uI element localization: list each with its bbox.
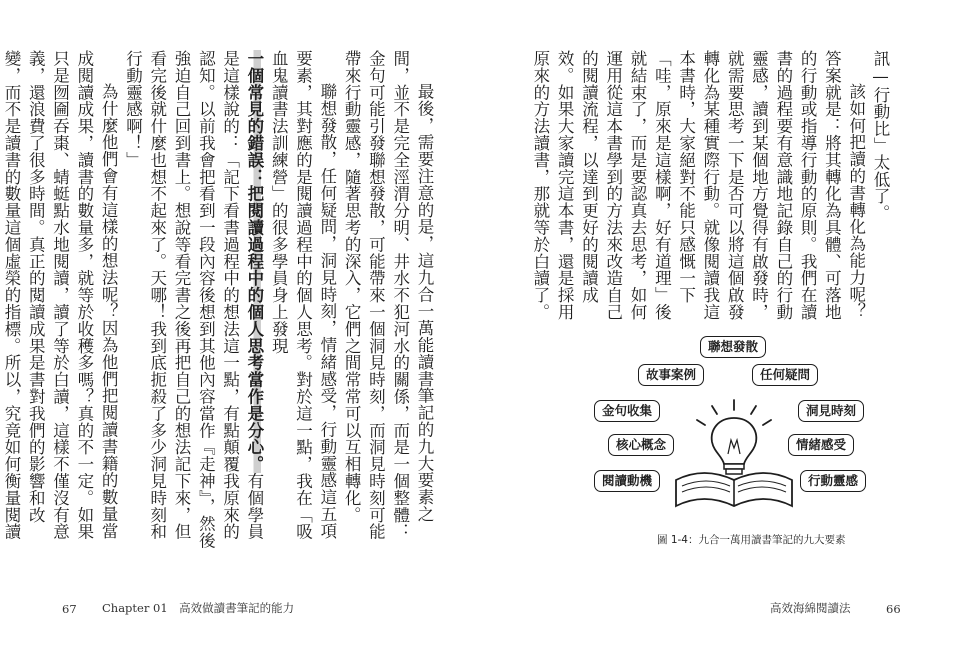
- emphasized-text: 一個常見的錯誤：把閱讀過程中的個人思考當作是分心。: [244, 50, 264, 473]
- paragraph: 最後，需要注意的是，這九合一萬能讀書筆記的九大要素之間，並不是完全涇渭分明、井水不犯河水的關係，而是一個整體：金句可能引發聯想發散，可能帶來一個洞見時刻，而洞見時刻可能帶來行動靈感，隨著思考的深入，它們之間常常可以互相轉化。: [342, 50, 434, 541]
- node-label: 金句收集: [594, 400, 660, 422]
- right-running-head: 高效海綿閱讀法: [770, 601, 851, 615]
- paragraph: 聯想發散，任何疑問，洞見時刻，情緒感受，行動靈感這五項要素，其對應的是閱讀過程中的個人思考。對於這一點，我在「吸血鬼讀書法訓練營」的很多學員身上發現: [269, 50, 337, 541]
- node-label: 閱讀動機: [594, 470, 660, 492]
- right-page-number: 66: [886, 602, 901, 616]
- node-label: 情緒感受: [788, 434, 854, 456]
- right-page-body: [530, 50, 892, 336]
- paragraph-text: 有個學員是這樣說的：「記下看書過程中的想法這一點，有點顛覆我原來的認知。以前我會把看到一段內容後想到其他內容當作『走神』，然後強迫自己回到書上。想說等看完書之後再把自己的想法記下來，但看完後就什麼也想不起來了。天哪！我到底扼殺了多少洞見時刻和行動靈感啊！」: [123, 50, 264, 549]
- node-label: 聯想發散: [700, 336, 766, 358]
- node-label: 行動靈感: [800, 470, 866, 492]
- paragraph: 該如何把讀的書轉化為能力呢？答案就是：將其轉化為具體、可落地的行動或指導行動的原則。我們在讀書的過程要有意識地記錄自己的行動靈感，讀到某個地方覺得有啟發時，就需要思考一下是否可以將這個啟發轉化為某種實際行動。就像閱讀我這本書時，大家絕對不能只感慨一下「哇，原來是這樣啊，好有道理」後就結束了，而是要認真去思考，如何運用從這本書學到的方法來改造自己的閱讀流程，以達到更好的閱讀成效。如果大家讀完這本書，還是採用原來的方法讀書，那就等於白讀了。: [530, 50, 866, 321]
- node-label: 洞見時刻: [798, 400, 864, 422]
- node-label: 故事案例: [638, 364, 704, 386]
- paragraph: [120, 50, 266, 550]
- node-label: 任何疑問: [752, 364, 818, 386]
- nine-elements-diagram: [594, 330, 874, 520]
- left-page-body: [1, 50, 436, 550]
- left-running-head: Chapter 01 高效做讀書筆記的能力: [102, 601, 295, 615]
- lightbulb-icon: [712, 418, 757, 474]
- figure-caption: 圖 1-4：九合一萬用讀書筆記的九大要素: [657, 534, 846, 546]
- left-page-number: 67: [62, 602, 77, 616]
- right-page: [482, 0, 964, 652]
- paragraph: 為什麼他們會有這樣的想法呢？因為他們把閱讀書籍的數量當成閱讀成果，讀書的數量多，就等於收穫多嗎？真的不一定。如果只是囫圇吞棗、蜻蜓點水地閱讀，讀了等於白讀，這樣不僅沒有意義，還浪費了很多時間。真正的閱讀成果是書對我們的影響和改變，而不是讀書的數量這個虛榮的指標。所以，究竟如何衡量閱讀: [1, 50, 119, 541]
- paragraph: 訊—行動比」太低了。: [871, 50, 890, 222]
- node-label: 核心概念: [608, 434, 674, 456]
